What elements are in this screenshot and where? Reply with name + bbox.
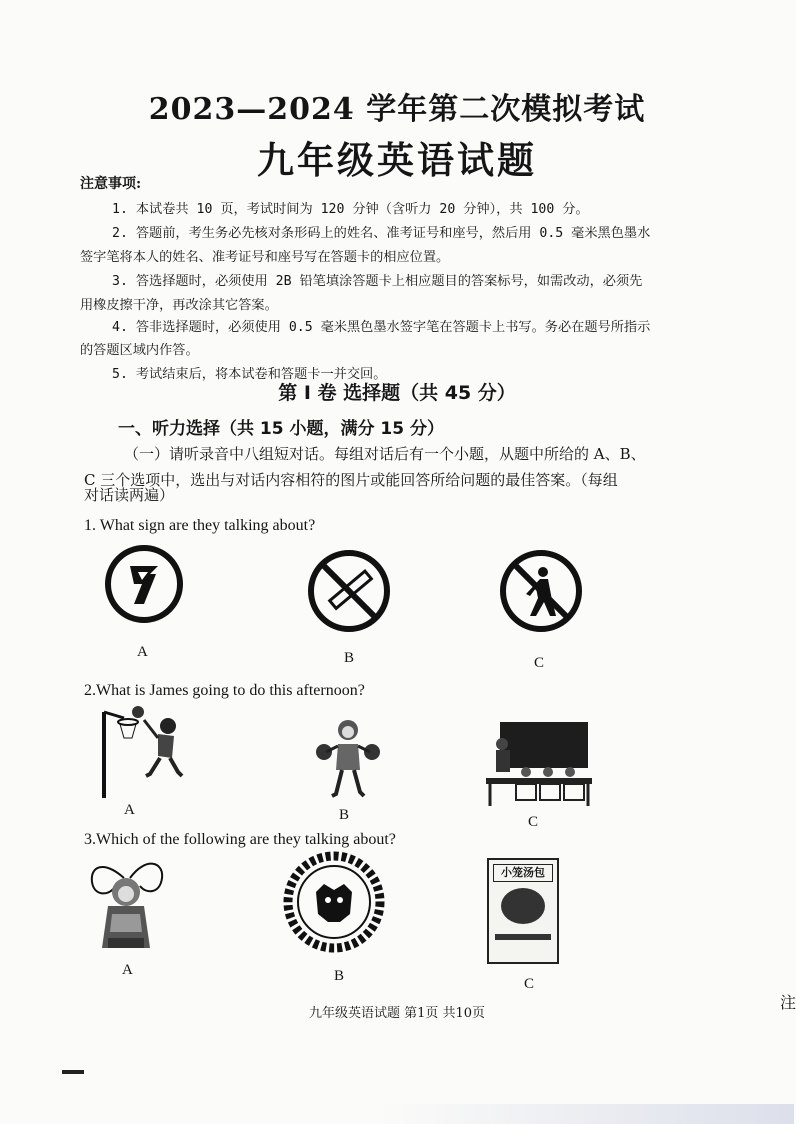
q2-option-b-cheerleader-image — [312, 716, 384, 802]
note-line-2: 2. 答题前，考生务必先核对条形码上的姓名、准考证号和座号，然后用 0.5 毫米黑色墨水 — [112, 226, 651, 241]
q3-option-b-label: B — [334, 968, 345, 984]
page-footer: 九年级英语试题 第1页 共10页 — [308, 1006, 486, 1021]
q3-option-c-label: C — [524, 976, 535, 992]
note-line-6: 4. 答非选择题时，必须使用 0.5 毫米黑色墨水签字笔在答题卡上书写。务必在题号所指示 — [112, 320, 651, 335]
q1-option-c-no-pedestrian-sign-icon — [498, 548, 584, 634]
soup-dumpling-image — [501, 888, 545, 924]
q2-option-b-label: B — [339, 807, 350, 823]
exam-subtitle: 九年级英语试题 — [257, 138, 537, 182]
q2-option-c-label: C — [528, 814, 539, 830]
q3-option-b-paper-cut-image — [284, 852, 384, 952]
section-title: 第 Ⅰ 卷 选择题（共 45 分） — [278, 382, 516, 404]
q1-option-c-label: C — [534, 655, 545, 671]
edge-character: 注 — [780, 993, 796, 1012]
note-line-7: 的答题区域内作答。 — [80, 343, 199, 358]
question-1-text: 1. What sign are they talking about? — [84, 517, 316, 534]
q1-option-a-sign-icon — [104, 544, 184, 624]
note-line-3: 签字笔将本人的姓名、准考证号和座号写在答题卡的相应位置。 — [80, 250, 450, 265]
notes-heading: 注意事项: — [80, 176, 142, 192]
note-line-8: 5. 考试结束后，将本试卷和答题卡一并交回。 — [112, 367, 387, 382]
question-2-text: 2.What is James going to do this afternoon? — [84, 682, 365, 699]
q1-option-b-label: B — [344, 650, 355, 666]
q3-option-c-book-cover — [487, 858, 559, 964]
question-3-text: 3.Which of the following are they talking about? — [84, 831, 396, 848]
instruction-line-3: 对话读两遍） — [84, 486, 175, 504]
part-title: 一、听力选择（共 15 小题，满分 15 分） — [118, 419, 444, 439]
scan-edge-shadow — [380, 1104, 794, 1124]
book-cover-stripe — [495, 934, 551, 940]
q3-option-a-label: A — [122, 962, 133, 978]
instruction-line-2: C 三个选项中，选出与对话内容相符的图片或能回答所给问题的最佳答案。（每组 — [84, 471, 618, 489]
book-cover-title: 小笼汤包 — [493, 864, 553, 882]
instruction-line-1: （一）请听录音中八组短对话。每组对话后有一个小题，从题中所给的 A、B、 — [124, 445, 646, 463]
q2-option-c-classroom-image — [486, 714, 592, 808]
note-line-5: 用橡皮擦干净，再改涂其它答案。 — [80, 298, 278, 313]
scan-mark — [62, 1070, 84, 1074]
note-line-4: 3. 答选择题时，必须使用 2B 铅笔填涂答题卡上相应题目的答案标号，如需改动，必须先 — [112, 274, 643, 289]
q2-option-a-basketball-image — [100, 702, 192, 800]
q1-option-a-label: A — [137, 644, 148, 660]
q2-option-a-label: A — [124, 802, 135, 818]
exam-title: 2023—2024 学年第二次模拟考试 — [148, 92, 646, 127]
note-line-1: 1. 本试卷共 10 页，考试时间为 120 分钟（含听力 20 分钟），共 100 分。 — [112, 202, 589, 217]
q1-option-b-no-smoking-sign-icon — [306, 548, 392, 634]
q3-option-a-peking-opera-figure-image — [84, 852, 170, 956]
